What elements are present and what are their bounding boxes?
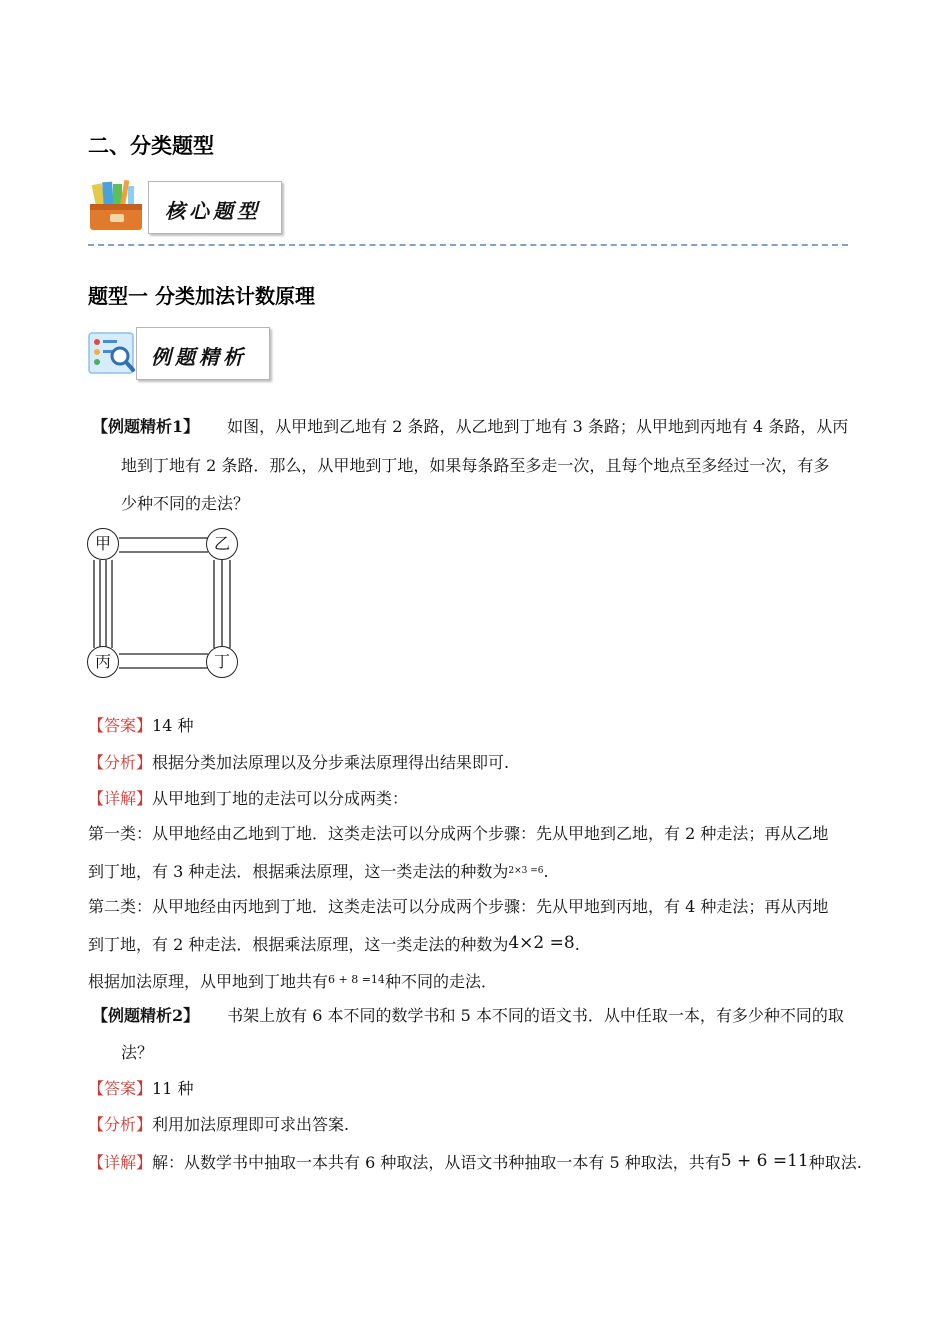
formula: 4×2 =8	[508, 933, 575, 953]
ex1-question-line1: 【例题精析1】 如图，从甲地到乙地有 2 条路，从乙地到丁地有 3 条路；从甲地到丙地有 4 条路，从丙	[92, 417, 849, 436]
example-badge	[136, 327, 270, 380]
briefcase-books-icon	[88, 178, 148, 234]
ex1-question-line3: 少种不同的走法？	[121, 494, 250, 513]
divider	[88, 244, 848, 246]
ex2-analysis: 【分析】利用加法原理即可求出答案.	[88, 1115, 350, 1134]
magnifier-board-icon	[88, 330, 138, 376]
ex1-case1-line1: 第一类：从甲地经由乙地到丁地．这类走法可以分成两个步骤：先从甲地到乙地，有 2 种走法；再从乙地	[88, 824, 829, 843]
ex1-label: 【例题精析1】	[92, 417, 200, 436]
route-diagram	[86, 526, 242, 680]
ex2-detail: 【详解】解：从数学书中抽取一本共有 6 种取法，从语文书种抽取一本有 5 种取法，共有5 + 6 =11种取法.	[88, 1151, 862, 1172]
example-badge-label: 例题精析	[151, 345, 247, 369]
ex1-case2-line2: 到丁地，有 2 种走法．根据乘法原理，这一类走法的种数为4×2 =8.	[88, 933, 580, 954]
ex1-question-line2: 地到丁地有 2 条路．那么，从甲地到丁地，如果每条路至多走一次，且每个地点至多经过一次，有多	[121, 456, 830, 475]
node-bing: 丙	[87, 646, 119, 678]
ex2-answer: 【答案】11 种	[88, 1079, 194, 1098]
ex1-answer: 【答案】14 种	[88, 716, 194, 735]
section-title: 二、分类题型	[88, 134, 214, 158]
formula: 6 + 8 =14	[328, 973, 385, 986]
subsection-title: 题型一 分类加法计数原理	[88, 284, 315, 308]
formula: 5 + 6 =11	[720, 1151, 809, 1171]
formula: 2×3 =6	[508, 866, 544, 876]
ex2-label: 【例题精析2】	[92, 1006, 200, 1025]
ex1-analysis: 【分析】根据分类加法原理以及分步乘法原理得出结果即可.	[88, 753, 510, 772]
node-jia: 甲	[87, 528, 119, 560]
node-ding: 丁	[206, 646, 238, 678]
core-badge	[148, 181, 282, 234]
ex1-detail: 【详解】从甲地到丁地的走法可以分成两类：	[88, 789, 409, 808]
ex2-question-line1: 【例题精析2】 书架上放有 6 本不同的数学书和 5 本不同的语文书．从中任取一本，有多少种不同的取	[92, 1006, 844, 1025]
ex1-sum: 根据加法原理，从甲地到丁地共有$^{6 + 8 =14}$种不同的走法．	[88, 972, 497, 991]
ex1-case1-line2: 到丁地，有 3 种走法．根据乘法原理，这一类走法的种数为$^{2\times 3 =6}$.	[88, 862, 549, 881]
ex2-question-line2: 法？	[121, 1043, 154, 1062]
core-badge-label: 核心题型	[165, 199, 261, 223]
node-yi: 乙	[206, 528, 238, 560]
ex1-case2-line1: 第二类：从甲地经由丙地到丁地．这类走法可以分成两个步骤：先从甲地到丙地，有 4 种走法；再从丙地	[88, 897, 829, 916]
